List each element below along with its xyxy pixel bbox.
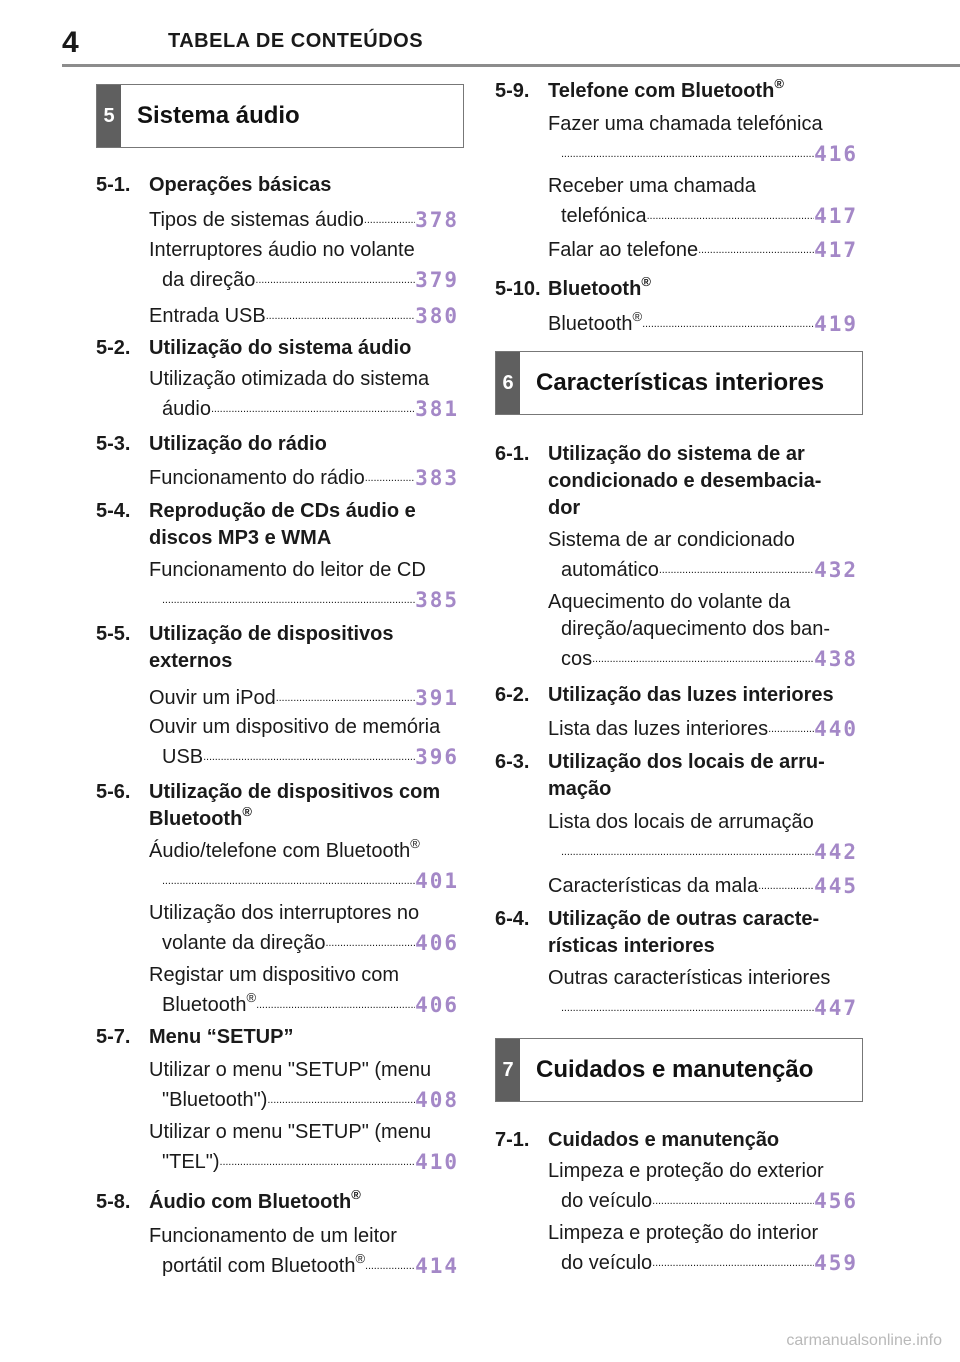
registered-mark: ® — [641, 274, 651, 289]
section-number: 6 — [496, 352, 520, 414]
entry-text: Sistema de ar condicionado — [548, 529, 795, 551]
registered-mark: ® — [351, 1187, 361, 1202]
entry-text-cont: cos — [561, 648, 593, 670]
entry-text-cont: "Bluetooth") — [162, 1089, 268, 1111]
toc-entry[interactable] — [548, 1220, 858, 1277]
page-link[interactable]: 440 — [814, 717, 858, 741]
chapter-title-line: Utilização do sistema de ar — [548, 443, 805, 465]
chapter-title-line: Bluetooth — [149, 808, 243, 830]
entry-text: Receber uma chamada — [548, 175, 756, 197]
header-title: TABELA DE CONTEÚDOS — [168, 30, 424, 52]
entry-text: Ouvir um iPod — [149, 687, 276, 709]
section-number: 5 — [97, 85, 121, 147]
entry-text-cont: direção/aquecimento dos ban- — [561, 618, 831, 640]
entry-text-cont: "TEL") — [162, 1151, 220, 1173]
chapter-title-line: Utilização de outras caracte- — [548, 908, 820, 930]
chapter-title — [548, 78, 866, 105]
toc-entry[interactable] — [149, 366, 459, 423]
registered-mark: ® — [410, 836, 420, 851]
page-link[interactable]: 447 — [814, 996, 858, 1020]
entry-text-cont: Bluetooth — [162, 994, 247, 1016]
entry-text: Aquecimento do volante da — [548, 591, 791, 613]
chapter-title-line: dor — [548, 497, 581, 519]
toc-entry[interactable] — [149, 962, 459, 1019]
chapter-title: Utilização do sistema áudio — [149, 337, 412, 359]
watermark: carmanualsonline.info — [786, 1332, 942, 1349]
section-title: Características interiores — [536, 369, 825, 396]
toc-entry[interactable] — [548, 589, 858, 673]
entry-text-cont: USB — [162, 746, 204, 768]
toc-entry[interactable] — [149, 714, 459, 771]
section-title: Sistema áudio — [137, 102, 300, 129]
chapter-number: 6-4. — [495, 908, 530, 930]
entry-text: Utilizar o menu "SETUP" (menu — [149, 1059, 432, 1081]
registered-mark: ® — [242, 804, 252, 819]
entry-text: Lista dos locais de arrumação — [548, 811, 814, 833]
entry-text: Outras características interiores — [548, 967, 831, 989]
toc-entry[interactable] — [149, 237, 459, 294]
toc-entry[interactable] — [548, 713, 858, 743]
chapter-number: 6-2. — [495, 684, 530, 706]
chapter-number: 5-4. — [96, 500, 131, 522]
toc-entry[interactable] — [548, 527, 858, 584]
toc-entry[interactable] — [548, 809, 858, 866]
section-5-header — [96, 84, 464, 148]
chapter-title — [149, 779, 467, 833]
entry-text-cont: da direção — [162, 269, 256, 291]
chapter-title-line: mação — [548, 778, 612, 800]
page-link[interactable]: 396 — [415, 745, 459, 769]
page-link[interactable]: 380 — [415, 304, 459, 328]
chapter-title-line: externos — [149, 650, 233, 672]
section-title: Cuidados e manutenção — [536, 1056, 814, 1083]
entry-text: Funcionamento do rádio — [149, 467, 365, 489]
toc-entry[interactable] — [548, 1158, 858, 1215]
entry-text: Características da mala — [548, 875, 759, 897]
chapter-title-text: Áudio com Bluetooth — [149, 1191, 352, 1213]
chapter-title — [548, 749, 866, 803]
entry-text: Funcionamento de um leitor — [149, 1225, 397, 1247]
page-link[interactable]: 408 — [415, 1088, 459, 1112]
toc-entry[interactable] — [149, 462, 459, 492]
registered-mark: ® — [355, 1251, 366, 1266]
page-link[interactable]: 410 — [415, 1150, 459, 1174]
entry-text: Utilização dos interruptores no — [149, 902, 420, 924]
toc-entry[interactable] — [548, 173, 858, 230]
entry-text-cont: do veículo — [561, 1190, 653, 1212]
page-link[interactable]: 416 — [814, 142, 858, 166]
chapter-number: 5-8. — [96, 1191, 131, 1213]
chapter-title: Utilização do rádio — [149, 433, 327, 455]
page-link[interactable]: 406 — [415, 993, 459, 1017]
header-rule — [62, 64, 960, 67]
chapter-title: Cuidados e manutenção — [548, 1129, 780, 1151]
chapter-number: 5-9. — [495, 80, 530, 102]
chapter-title — [548, 441, 866, 522]
entry-text: Áudio/telefone com Bluetooth — [149, 840, 411, 862]
chapter-title: Utilização das luzes interiores — [548, 684, 834, 706]
entry-text: Tipos de sistemas áudio — [149, 209, 364, 231]
chapter-title-line: rísticas interiores — [548, 935, 715, 957]
toc-entry[interactable] — [149, 1119, 459, 1176]
entry-text: Utilização otimizada do sistema — [149, 368, 430, 390]
chapter-title-line: Reprodução de CDs áudio e — [149, 500, 416, 522]
entry-text-cont: volante da direção — [162, 932, 326, 954]
toc-entry[interactable] — [548, 308, 858, 338]
entry-text: Limpeza e proteção do interior — [548, 1222, 819, 1244]
chapter-title: Menu “SETUP” — [149, 1026, 294, 1048]
chapter-title-text: Bluetooth — [548, 278, 642, 300]
page-link[interactable]: 406 — [415, 931, 459, 955]
section-number: 7 — [496, 1039, 520, 1101]
page-link[interactable]: 432 — [814, 558, 858, 582]
chapter-title — [149, 621, 467, 675]
chapter-title-line: Utilização de dispositivos com — [149, 781, 441, 803]
toc-entry[interactable] — [548, 234, 858, 264]
chapter-number: 7-1. — [495, 1129, 530, 1151]
page-link[interactable]: 383 — [415, 466, 459, 490]
toc-entry[interactable] — [149, 300, 459, 330]
page-link[interactable]: 378 — [415, 208, 459, 232]
entry-text: Bluetooth — [548, 313, 633, 335]
chapter-number: 6-1. — [495, 443, 530, 465]
chapter-title-text: Telefone com Bluetooth — [548, 80, 775, 102]
page-link[interactable]: 419 — [814, 312, 858, 336]
chapter-title-line: Utilização de dispositivos — [149, 623, 394, 645]
chapter-title-line: discos MP3 e WMA — [149, 527, 332, 549]
page-link[interactable]: 391 — [415, 686, 459, 710]
chapter-title: Operações básicas — [149, 174, 332, 196]
chapter-number: 5-6. — [96, 781, 131, 803]
page-link[interactable]: 417 — [814, 204, 858, 228]
page-link[interactable]: 445 — [814, 874, 858, 898]
page-link[interactable]: 385 — [415, 588, 459, 612]
toc-entry[interactable] — [149, 900, 459, 957]
page-link[interactable]: 381 — [415, 397, 459, 421]
entry-text: Falar ao telefone — [548, 239, 699, 261]
section-7-header — [495, 1038, 863, 1102]
entry-text: Utilizar o menu "SETUP" (menu — [149, 1121, 432, 1143]
chapter-title — [548, 906, 866, 960]
toc-entry[interactable] — [548, 870, 858, 900]
page-link[interactable]: 442 — [814, 840, 858, 864]
chapter-number: 5-10. — [495, 278, 541, 300]
toc-entry[interactable] — [149, 682, 459, 712]
chapter-number: 5-5. — [96, 623, 131, 645]
entry-text: Ouvir um dispositivo de memória — [149, 716, 441, 738]
chapter-number: 5-1. — [96, 174, 131, 196]
chapter-title-line: Utilização dos locais de arru- — [548, 751, 825, 773]
page-link[interactable]: 414 — [415, 1254, 459, 1278]
page-link[interactable]: 379 — [415, 268, 459, 292]
entry-text-cont: portátil com Bluetooth — [162, 1255, 356, 1277]
toc-entry[interactable] — [149, 838, 459, 895]
entry-text: Registar um dispositivo com — [149, 964, 400, 986]
toc-entry[interactable] — [149, 1223, 459, 1280]
entry-text-cont: áudio — [162, 398, 211, 420]
registered-mark: ® — [246, 990, 257, 1005]
page-number: 4 — [62, 26, 79, 59]
page-link[interactable]: 401 — [415, 869, 459, 893]
chapter-number: 6-3. — [495, 751, 530, 773]
chapter-number: 5-2. — [96, 337, 131, 359]
entry-text: Limpeza e proteção do exterior — [548, 1160, 824, 1182]
entry-text-cont: do veículo — [561, 1252, 653, 1274]
chapter-number: 5-3. — [96, 433, 131, 455]
toc-entry[interactable] — [149, 1057, 459, 1114]
chapter-title — [149, 1189, 467, 1216]
toc-entry[interactable] — [548, 111, 858, 168]
registered-mark: ® — [774, 76, 784, 91]
page-link[interactable]: 438 — [814, 647, 858, 671]
entry-text: Lista das luzes interiores — [548, 718, 769, 740]
chapter-title-line: condicionado e desembacia- — [548, 470, 822, 492]
entry-text-cont: telefónica — [561, 205, 647, 227]
toc-entry[interactable] — [548, 965, 858, 1022]
chapter-number: 5-7. — [96, 1026, 131, 1048]
page-link[interactable]: 417 — [814, 238, 858, 262]
toc-entry[interactable] — [149, 557, 459, 614]
entry-text-cont: automático — [561, 559, 659, 581]
chapter-title — [149, 498, 467, 552]
toc-entry[interactable] — [149, 204, 459, 234]
page-link[interactable]: 456 — [814, 1189, 858, 1213]
entry-text: Fazer uma chamada telefónica — [548, 113, 823, 135]
entry-text: Entrada USB — [149, 305, 266, 327]
chapter-title — [548, 276, 866, 303]
registered-mark: ® — [632, 309, 643, 324]
page-link[interactable]: 459 — [814, 1251, 858, 1275]
section-6-header — [495, 351, 863, 415]
entry-text: Funcionamento do leitor de CD — [149, 559, 426, 581]
entry-text: Interruptores áudio no volante — [149, 239, 415, 261]
